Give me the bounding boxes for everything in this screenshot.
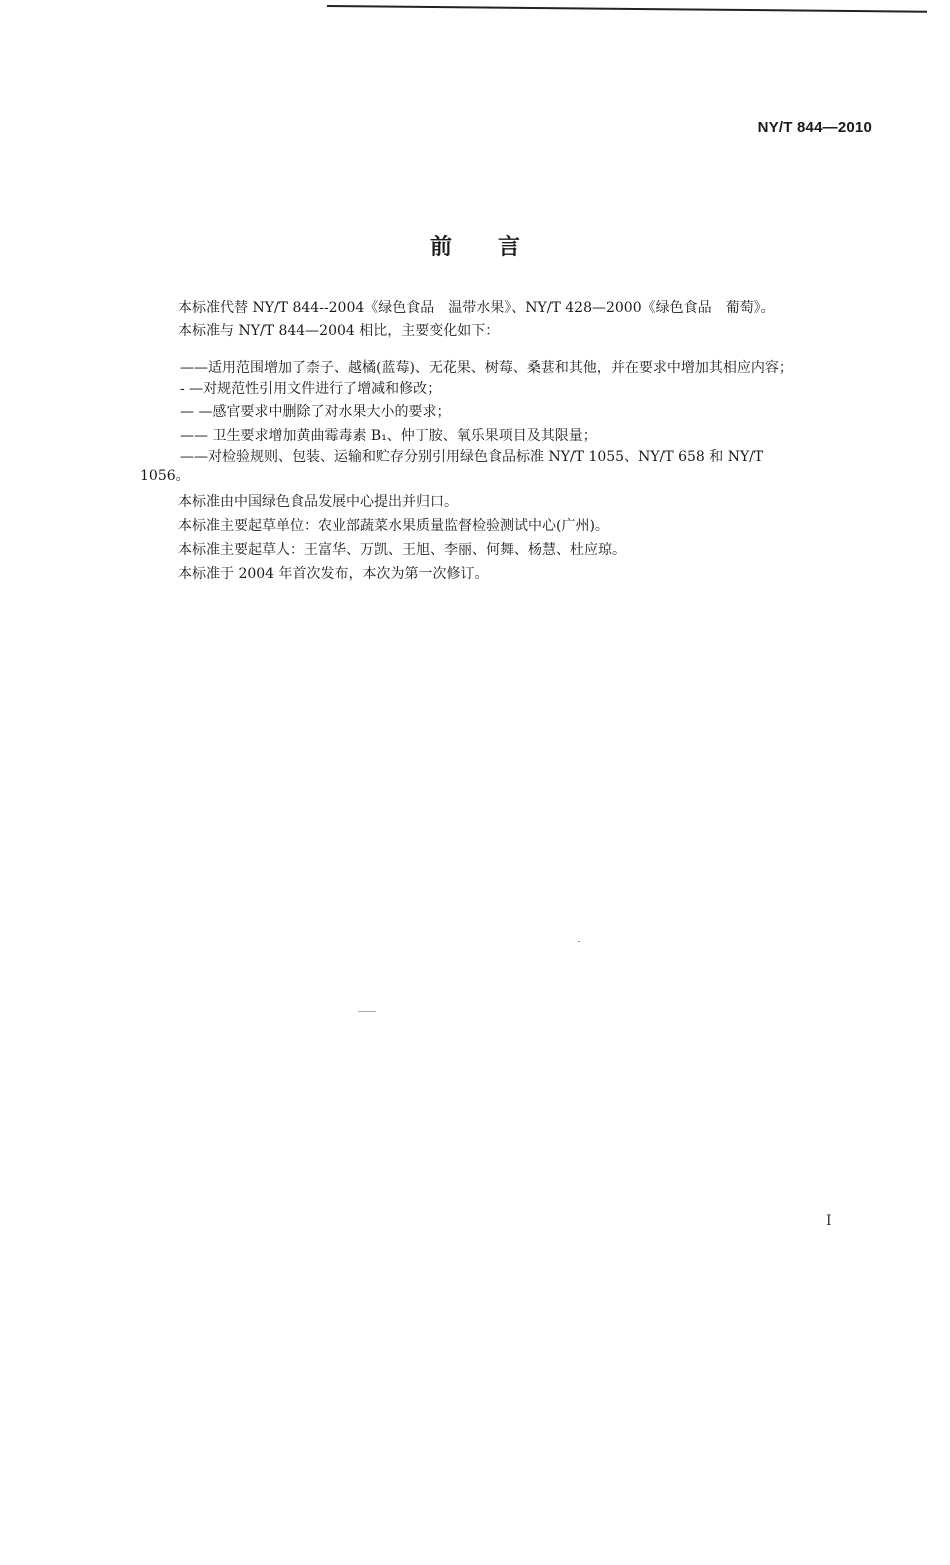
top-rule — [327, 5, 927, 13]
scan-speck — [358, 1011, 376, 1012]
change-item: — —感官要求中删除了对水果大小的要求； — [180, 404, 451, 420]
change-item: ——适用范围增加了柰子、越橘(蓝莓)、无花果、树莓、桑葚和其他，并在要求中增加其相应内容； — [180, 360, 793, 376]
paragraph-line: 本标准主要起草人：王富华、万凯、王旭、李丽、何舞、杨慧、杜应琼。 — [178, 542, 626, 558]
scan-speck — [578, 941, 580, 942]
paragraph-line: 本标准由中国绿色食品发展中心提出并归口。 — [178, 494, 458, 510]
change-item: - —对规范性引用文件进行了增减和修改； — [180, 381, 442, 397]
page-number: I — [826, 1213, 832, 1229]
change-item: —— 卫生要求增加黄曲霉毒素 B₁、仲丁胺、氧乐果项目及其限量； — [180, 428, 597, 444]
change-item-continuation: 1056。 — [140, 468, 190, 484]
paragraph-line: 本标准与 NY/T 844—2004 相比，主要变化如下： — [178, 323, 500, 339]
paragraph-line: 本标准主要起草单位：农业部蔬菜水果质量监督检验测试中心(广州)。 — [178, 518, 609, 534]
standard-code: NY/T 844—2010 — [757, 119, 872, 136]
change-item: ——对检验规则、包装、运输和贮存分别引用绿色食品标准 NY/T 1055、NY/T 658 和 NY/T — [180, 449, 764, 465]
page-title: 前言 — [429, 235, 566, 260]
paragraph-line: 本标准于 2004 年首次发布，本次为第一次修订。 — [178, 566, 489, 582]
paragraph-line: 本标准代替 NY/T 844--2004《绿色食品 温带水果》、NY/T 428—2000《绿色食品 葡萄》。 — [178, 300, 775, 316]
